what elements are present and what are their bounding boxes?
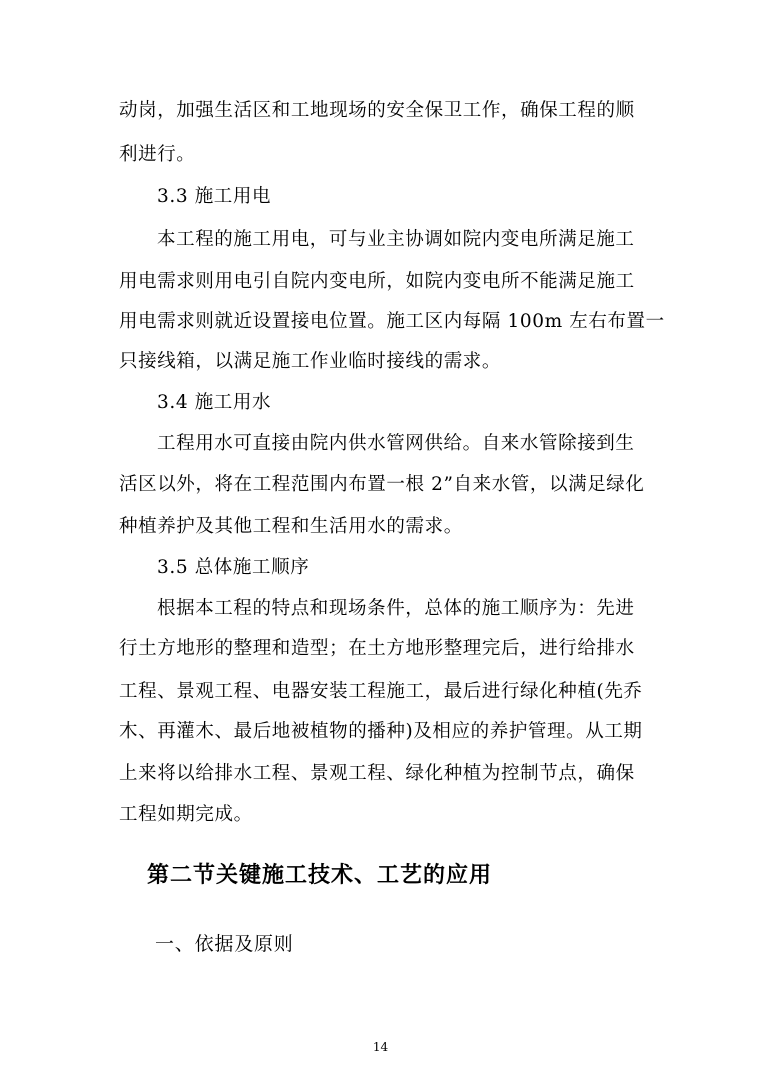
section-title-3-4: 3.4 施工用水 <box>157 392 272 413</box>
paragraph-line: 活区以外，将在工程范围内布置一根 2”自来水管，以满足绿化 <box>119 474 645 495</box>
paragraph-line: 动岗，加强生活区和工地现场的安全保卫工作，确保工程的顺 <box>119 100 635 121</box>
paragraph-line: 工程如期完成。 <box>119 804 253 825</box>
paragraph-line: 上来将以给排水工程、景观工程、绿化种植为控制节点，确保 <box>119 763 635 784</box>
chapter-heading: 第二节关键施工技术、工艺的应用 <box>147 863 493 888</box>
paragraph-line: 工程、景观工程、电器安装工程施工，最后进行绿化种植(先乔 <box>119 681 643 702</box>
paragraph-line: 用电需求则用电引自院内变电所，如院内变电所不能满足施工 <box>119 271 635 292</box>
paragraph-line: 用电需求则就近设置接电位置。施工区内每隔 100m 左右布置一 <box>119 311 665 332</box>
paragraph-line: 根据本工程的特点和现场条件，总体的施工顺序为：先进 <box>157 598 635 619</box>
subheading: 一、依据及原则 <box>155 933 294 955</box>
paragraph-line: 只接线箱，以满足施工作业临时接线的需求。 <box>119 351 502 372</box>
paragraph-line: 工程用水可直接由院内供水管网供给。自来水管除接到生 <box>157 433 635 454</box>
section-title-3-5: 3.5 总体施工顺序 <box>157 557 310 578</box>
paragraph-line: 利进行。 <box>119 144 196 165</box>
paragraph-line: 本工程的施工用电，可与业主协调如院内变电所满足施工 <box>157 229 635 250</box>
paragraph-line: 木、再灌木、最后地被植物的播种)及相应的养护管理。从工期 <box>119 721 643 742</box>
page-number: 14 <box>372 1040 389 1054</box>
paragraph-line: 行土方地形的整理和造型；在土方地形整理完后，进行给排水 <box>119 638 635 659</box>
paragraph-line: 种植养护及其他工程和生活用水的需求。 <box>119 516 463 537</box>
section-title-3-3: 3.3 施工用电 <box>157 186 272 207</box>
